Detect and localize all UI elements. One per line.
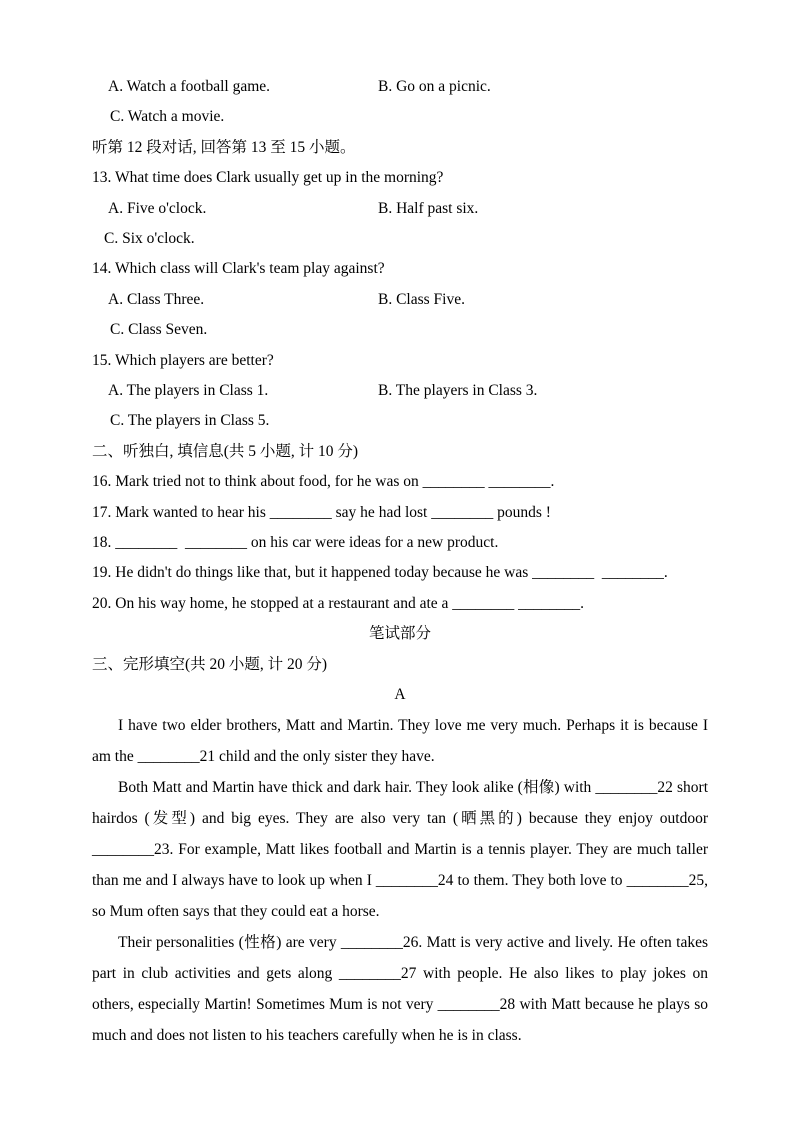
q20-fill-in: 20. On his way home, he stopped at a restaurant and ate a ________ ________.: [92, 595, 585, 612]
passage-paragraph-1: I have two elder brothers, Matt and Martin. They love me very much. Perhaps it is because I am the ________21 child and the only sister they have.: [92, 717, 708, 765]
q13-option-c: C. Six o'clock.: [104, 230, 195, 247]
part2-heading: 二、听独白, 填信息(共 5 小题, 计 10 分): [92, 443, 359, 460]
q15-option-c: C. The players in Class 5.: [110, 412, 270, 429]
q16-fill-in: 16. Mark tried not to think about food, for he was on ________ ________.: [92, 473, 555, 490]
q12-option-b: B. Go on a picnic.: [378, 78, 491, 95]
q14-option-b: B. Class Five.: [378, 291, 465, 308]
q15-option-a: A. The players in Class 1.: [108, 382, 269, 399]
q19-fill-in: 19. He didn't do things like that, but it happened today because he was ________ ________.: [92, 564, 668, 581]
passage-paragraph-2: Both Matt and Martin have thick and dark hair. They look alike (相像) with ________22 short hairdos (发型) and big eyes. They are also very tan (晒黑的) because they enjoy outdoor ________23. For example, Matt likes football and Martin is a tennis player. They are much taller than me and I always have to look up when I ________24 to them. They both love to ________25, so Mum often says that they could eat a horse.: [92, 779, 708, 920]
q12-option-c: C. Watch a movie.: [110, 108, 225, 125]
part3-heading: 三、完形填空(共 20 小题, 计 20 分): [92, 656, 328, 673]
q14-stem: 14. Which class will Clark's team play against?: [92, 260, 385, 277]
q14-option-c: C. Class Seven.: [110, 321, 208, 338]
cloze-passage: [92, 710, 708, 1051]
q15-option-b: B. The players in Class 3.: [378, 382, 538, 399]
q13-stem: 13. What time does Clark usually get up in the morning?: [92, 169, 444, 186]
section12-heading: 听第 12 段对话, 回答第 13 至 15 小题。: [92, 139, 356, 156]
passage-label: A: [394, 686, 406, 703]
q18-fill-in: 18. ________ ________ on his car were ideas for a new product.: [92, 534, 499, 551]
q12-option-a: A. Watch a football game.: [108, 78, 271, 95]
q13-option-a: A. Five o'clock.: [108, 200, 207, 217]
q15-stem: 15. Which players are better?: [92, 352, 274, 369]
q17-fill-in: 17. Mark wanted to hear his ________ say he had lost ________ pounds !: [92, 504, 551, 521]
q14-option-a: A. Class Three.: [108, 291, 205, 308]
passage-paragraph-3: Their personalities (性格) are very ________26. Matt is very active and lively. He often takes part in club activities and gets along ________27 with people. He also likes to play jokes on others, especially Martin! Sometimes Mum is not very ________28 with Matt because he plays so much and does not listen to his teachers carefully when he is in class.: [92, 934, 708, 1044]
q13-option-b: B. Half past six.: [378, 200, 479, 217]
written-section-title: 笔试部分: [368, 625, 431, 642]
